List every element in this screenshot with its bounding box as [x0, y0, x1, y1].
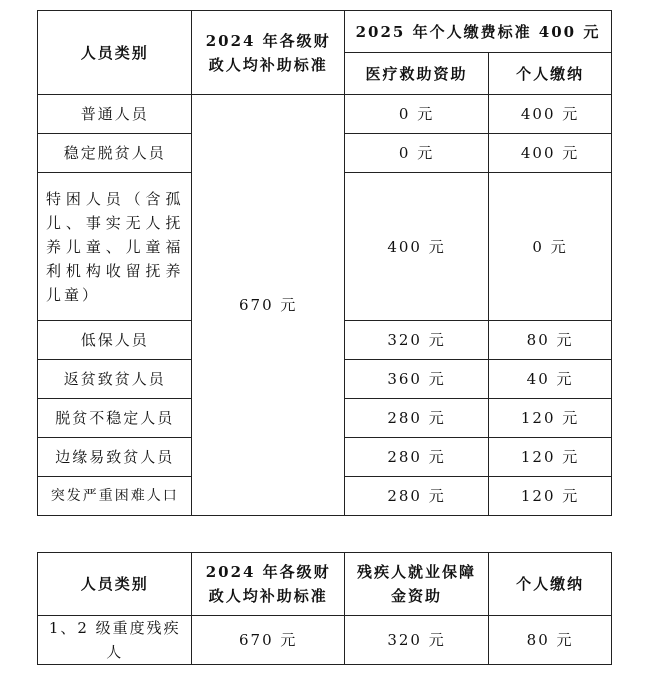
row-category: 低保人员 [38, 321, 192, 360]
subsidy-value: 670 元 [192, 95, 344, 516]
header-category: 人员类别 [38, 553, 192, 616]
row-category: 稳定脱贫人员 [38, 134, 192, 173]
row-disability-fund: 320 元 [344, 616, 488, 665]
row-category: 脱贫不稳定人员 [38, 399, 192, 438]
subsidy-table [37, 10, 612, 516]
row-medical-aid: 320 元 [344, 321, 488, 360]
row-category: 边缘易致贫人员 [38, 438, 192, 477]
header-category: 人员类别 [38, 11, 192, 95]
table-row [38, 616, 612, 665]
header-personal-payment: 个人缴纳 [489, 553, 612, 616]
row-medical-aid: 280 元 [344, 438, 488, 477]
header-medical-aid: 医疗救助资助 [344, 53, 488, 95]
header-payment-standard: 2025 年个人缴费标准 400 元 [344, 11, 611, 53]
row-personal-payment: 40 元 [489, 360, 612, 399]
row-personal-payment: 0 元 [489, 173, 612, 321]
header-disability-fund: 残疾人就业保障金资助 [344, 553, 488, 616]
row-personal-payment: 80 元 [489, 616, 612, 665]
row-personal-payment: 80 元 [489, 321, 612, 360]
row-medical-aid: 400 元 [344, 173, 488, 321]
row-personal-payment: 120 元 [489, 399, 612, 438]
row-personal-payment: 400 元 [489, 95, 612, 134]
row-category: 返贫致贫人员 [38, 360, 192, 399]
row-personal-payment: 120 元 [489, 477, 612, 516]
row-category: 1、2 级重度残疾人 [38, 616, 192, 665]
row-category: 普通人员 [38, 95, 192, 134]
row-category: 特困人员（含孤儿、事实无人抚养儿童、儿童福利机构收留抚养儿童） [38, 173, 192, 321]
row-medical-aid: 280 元 [344, 399, 488, 438]
row-medical-aid: 280 元 [344, 477, 488, 516]
row-medical-aid: 0 元 [344, 95, 488, 134]
row-subsidy: 670 元 [192, 616, 344, 665]
header-subsidy: 2024 年各级财政人均补助标准 [192, 553, 344, 616]
table-row [38, 95, 612, 134]
row-personal-payment: 120 元 [489, 438, 612, 477]
row-category: 突发严重困难人口 [38, 477, 192, 516]
row-personal-payment: 400 元 [489, 134, 612, 173]
row-medical-aid: 0 元 [344, 134, 488, 173]
header-subsidy: 2024 年各级财政人均补助标准 [192, 11, 344, 95]
disability-table [37, 552, 612, 665]
header-personal-payment: 个人缴纳 [489, 53, 612, 95]
row-medical-aid: 360 元 [344, 360, 488, 399]
